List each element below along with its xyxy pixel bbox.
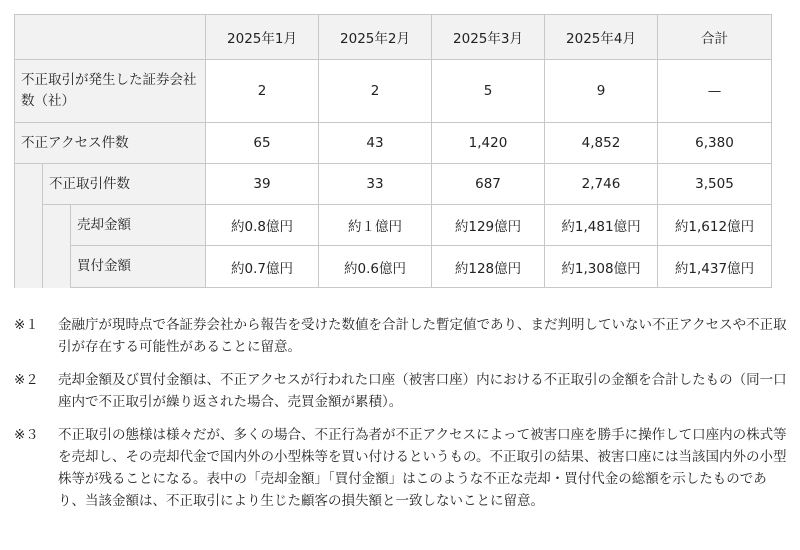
table-cell: 2 <box>319 60 432 123</box>
table-cell: 約128億円 <box>432 246 545 288</box>
header-corner <box>15 15 206 60</box>
footnote-mark: ※３ <box>14 427 39 443</box>
footnote-mark: ※２ <box>14 372 39 388</box>
row-label: 売却金額 <box>71 205 206 246</box>
table-row-sell <box>15 205 772 246</box>
row-indent <box>15 164 43 288</box>
column-header: 合計 <box>658 15 772 60</box>
footnote-text: 売却金額及び買付金額は、不正アクセスが行われた口座（被害口座）内における不正取引の金額を合計したもの（同一口座内で不正取引が繰り返された場合、売買金額が累積）。 <box>58 372 787 410</box>
securities-fraud-table <box>14 14 772 288</box>
table-row-fraud <box>15 164 772 205</box>
table-cell: 約１億円 <box>319 205 432 246</box>
table-cell: 65 <box>206 123 319 164</box>
row-label: 不正アクセス件数 <box>15 123 206 164</box>
table-cell: 1,420 <box>432 123 545 164</box>
row-indent <box>43 205 71 288</box>
table-row-buy <box>15 246 772 288</box>
footnotes <box>14 314 789 523</box>
row-label: 不正取引件数 <box>43 164 206 205</box>
table-cell: 43 <box>319 123 432 164</box>
table-cell: 約1,437億円 <box>658 246 772 288</box>
table-cell: 約1,612億円 <box>658 205 772 246</box>
table-cell: 2 <box>206 60 319 123</box>
column-header: 2025年3月 <box>432 15 545 60</box>
table-row-companies <box>15 60 772 123</box>
table-cell: 約1,481億円 <box>545 205 658 246</box>
column-header: 2025年2月 <box>319 15 432 60</box>
table-cell: 5 <box>432 60 545 123</box>
table-cell: 33 <box>319 164 432 205</box>
table-cell: 3,505 <box>658 164 772 205</box>
table-cell: — <box>658 60 772 123</box>
table-cell: 4,852 <box>545 123 658 164</box>
header-row <box>15 15 772 60</box>
table-row-access <box>15 123 772 164</box>
table-cell: 約129億円 <box>432 205 545 246</box>
table-cell: 9 <box>545 60 658 123</box>
footnote-text: 金融庁が現時点で各証券会社から報告を受けた数値を合計した暫定値であり、まだ判明していない不正アクセスや不正取引が存在する可能性があることに留意。 <box>58 317 787 355</box>
row-label: 不正取引が発生した証券会社数（社） <box>15 60 206 123</box>
table-cell: 約1,308億円 <box>545 246 658 288</box>
table-cell: 6,380 <box>658 123 772 164</box>
table-cell: 687 <box>432 164 545 205</box>
row-label: 買付金額 <box>71 246 206 288</box>
footnote <box>14 314 789 358</box>
table-cell: 39 <box>206 164 319 205</box>
table-cell: 約0.6億円 <box>319 246 432 288</box>
column-header: 2025年4月 <box>545 15 658 60</box>
footnote <box>14 424 789 512</box>
footnote-text: 不正取引の態様は様々だが、多くの場合、不正行為者が不正アクセスによって被害口座を勝手に操作して口座内の株式等を売却し、その売却代金で国内外の小型株等を買い付けるというもの。不正取引の結果、被害口座には当該国内外の小型株等が残ることになる。表中の「売却金額」「買付金額」はこのような不正な売却・買付代金の総額を示したものであり、当該金額は、不正取引により生じた顧客の損失額と一致しないことに留意。 <box>58 427 787 509</box>
footnote-mark: ※１ <box>14 317 39 333</box>
table-cell: 約0.7億円 <box>206 246 319 288</box>
column-header: 2025年1月 <box>206 15 319 60</box>
table-cell: 2,746 <box>545 164 658 205</box>
footnote <box>14 369 789 413</box>
table-cell: 約0.8億円 <box>206 205 319 246</box>
